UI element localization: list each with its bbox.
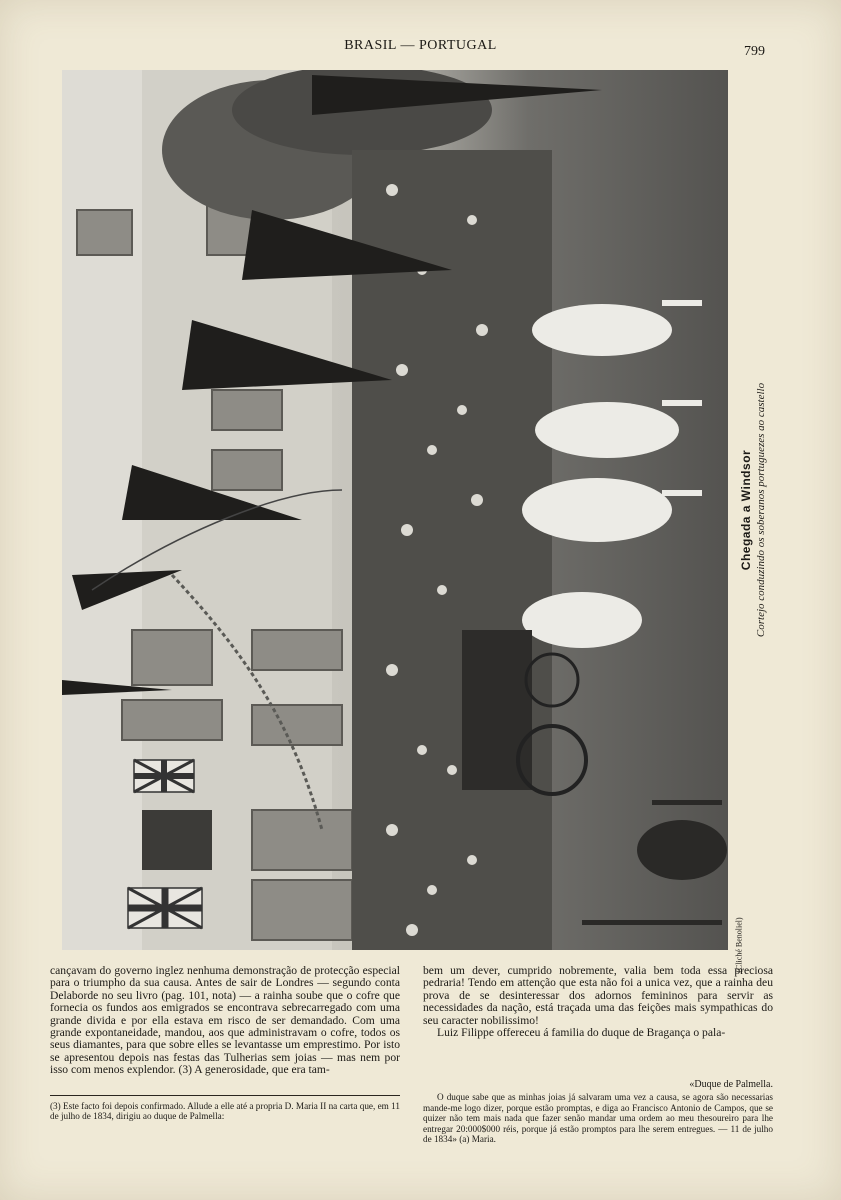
union-flag-1 bbox=[134, 760, 194, 792]
footnote-letter-text: O duque sabe que as minhas joias já salvaram uma vez a causa, se agora são necessarias mande-me logo dizer, porque estão promptas, e diga ao Francisco Antonio de Campos, que se quizer não tem mais nada que fazer senão mandar uma ordem ao meu thesoureiro para lhe entregar 20:000$000 réis, porque já estão promptos para lhe serem entregues. — 11 de julho de 1834» (a) Maria. bbox=[423, 1092, 773, 1145]
union-flag-2 bbox=[128, 888, 202, 928]
body-paragraph: Luiz Filippe offereceu á familia do duque de Bragança o pala- bbox=[437, 1026, 726, 1040]
caption-subtitle: Cortejo conduzindo os soberanos portuguezes ao castello bbox=[755, 382, 767, 638]
text-column-left bbox=[50, 965, 400, 1077]
photograph-arrival-at-windsor bbox=[62, 70, 728, 950]
running-title: BRASIL — PORTUGAL bbox=[344, 38, 497, 53]
photo-illustration bbox=[62, 70, 728, 950]
body-paragraph: bem um dever, cumprido nobremente, valia bem toda essa preciosa pedraria! Tendo em attenção que esta não foi a unica vez, que a rainha deu prova de se desinteressar dos adornos femininos para servir as necessidades da nação, está traçada uma das feições mais sympathicas do seu caracter nobilissimo! bbox=[423, 964, 773, 1027]
body-paragraph: cançavam do governo inglez nenhuma demonstração de protecção especial para o triumpho da sua causa. Antes de sair de Londres — segundo conta Delaborde no seu livro (pag. 101, nota) — a rainha soube que o cofre que fornecia os fundos aos emigrados se encontrava sebrecarregado com uma grande divida e por ella estava em risco de ser demandado. Com uma grande expontaneidade, mandou, aos que administravam o cofre, todos os seus diamantes, para que sobre elles se levantasse um emprestimo. Por isto se apresentou depois nas festas das Tulherias sem joias — mas nem por isso com menos explendor. (3) A generosidade, que era tam- bbox=[50, 964, 400, 1077]
footnote-divider bbox=[50, 1095, 400, 1096]
caption-title: Chegada a Windsor bbox=[739, 449, 753, 571]
text-column-right bbox=[423, 965, 773, 1039]
footnote-right bbox=[423, 1076, 773, 1144]
footnote-left: (3) Este facto foi depois confirmado. Allude a elle até a propria D. Maria II na carta que, em 11 de julho de 1834, dirigiu ao duque de Palmella: bbox=[50, 1101, 400, 1122]
photo-credit-text: (Cliché Benoliel) bbox=[734, 917, 744, 973]
footnote-signature: «Duque de Palmella. bbox=[689, 1079, 773, 1090]
page-number: 799 bbox=[744, 44, 765, 59]
photo-caption bbox=[735, 70, 771, 950]
carriage bbox=[462, 630, 586, 794]
